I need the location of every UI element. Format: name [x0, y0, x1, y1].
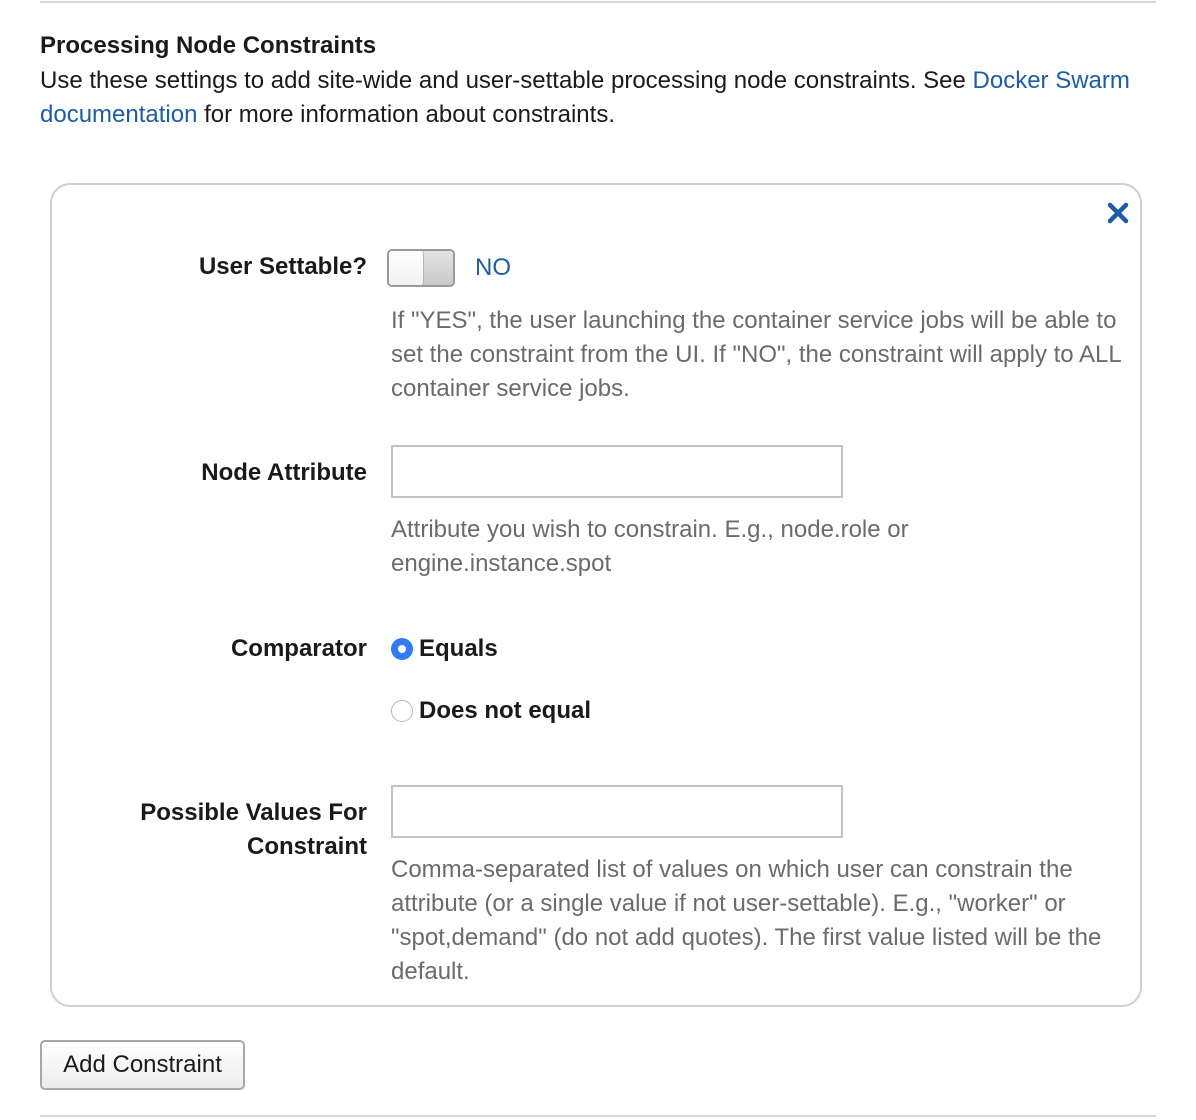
possible-values-label-line1: Possible Values For: [140, 799, 367, 826]
node-attribute-help: Attribute you wish to constrain. E.g., node.role or engine.instance.spot: [391, 516, 909, 577]
node-attribute-label: Node Attribute: [201, 459, 367, 486]
top-divider: [40, 1, 1156, 3]
possible-values-label: [140, 796, 367, 864]
radio-equals[interactable]: [391, 638, 413, 660]
toggle-knob: [389, 251, 424, 285]
comparator-option-not-equal[interactable]: [391, 694, 591, 728]
docker-swarm-docs-link[interactable]: Docker Swarm documentation: [40, 67, 1130, 128]
description-text-after: for more information about constraints.: [197, 101, 615, 128]
possible-values-input[interactable]: [391, 785, 843, 838]
possible-values-help: Comma-separated list of values on which user can constrain the attribute (or a single value if not user-settable). E.g., "worker" or "spot,demand" (do not add quotes). The first value listed will be the default.: [391, 856, 1102, 985]
radio-not-equal-label: Does not equal: [419, 697, 592, 724]
comparator-option-equals[interactable]: [391, 632, 498, 666]
user-settable-toggle[interactable]: [387, 249, 455, 287]
section-title: Processing Node Constraints: [40, 32, 377, 59]
user-settable-state: NO: [475, 254, 511, 281]
close-x-icon: [1104, 199, 1132, 227]
comparator-label: Comparator: [230, 635, 367, 662]
user-settable-help: If "YES", the user launching the container service jobs will be able to set the constraint from the UI. If "NO", the constraint will apply to ALL container service jobs.: [391, 307, 1121, 402]
section-description: [40, 64, 1150, 132]
radio-equals-label: Equals: [419, 635, 498, 662]
user-settable-label: User Settable?: [198, 253, 367, 280]
add-constraint-button[interactable]: Add Constraint: [40, 1040, 245, 1090]
node-attribute-input[interactable]: [391, 445, 843, 498]
radio-not-equal[interactable]: [391, 700, 413, 722]
possible-values-label-line2: Constraint: [247, 833, 367, 860]
remove-constraint-button[interactable]: [1104, 199, 1132, 227]
description-text-before: Use these settings to add site-wide and user-settable processing node constraints. See: [40, 67, 973, 94]
bottom-divider: [40, 1115, 1156, 1117]
